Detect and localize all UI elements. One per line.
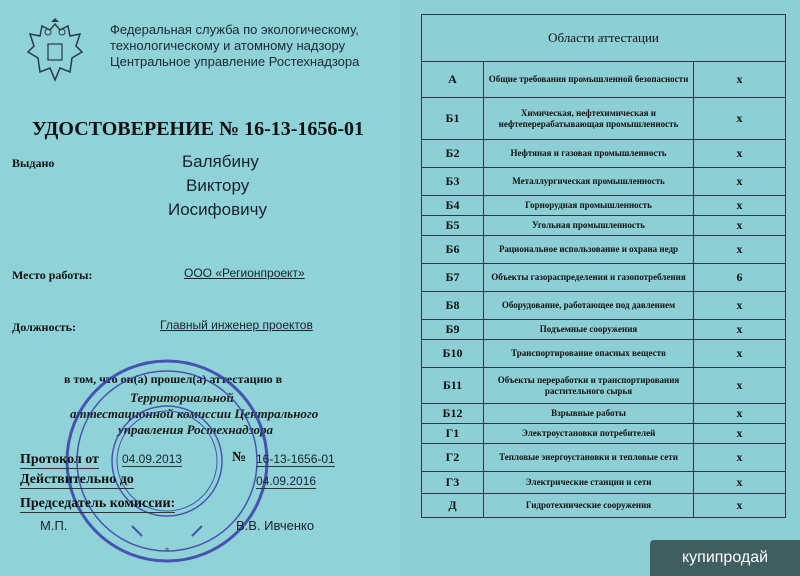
area-mark: 6 xyxy=(694,264,786,292)
attestation-line: в том, что он(а) прошел(а) аттестацию в xyxy=(64,372,283,386)
issued-label: Выдано xyxy=(12,156,55,170)
area-code: Б7 xyxy=(422,264,484,292)
area-name: Взрывные работы xyxy=(484,404,694,424)
area-mark: x xyxy=(694,404,786,424)
area-name: Транспортирование опасных веществ xyxy=(484,340,694,368)
area-name: Химическая, нефтехимическая и нефтеперерабатывающая промышленность xyxy=(484,98,694,140)
area-name: Гидротехнические сооружения xyxy=(484,494,694,518)
workplace-value: ООО «Регионпроект» xyxy=(184,266,305,280)
commission-line-1: Территориальной xyxy=(130,390,234,405)
area-mark: x xyxy=(694,368,786,404)
watermark: купипродай xyxy=(650,540,800,576)
area-name: Металлургическая промышленность xyxy=(484,168,694,196)
table-row xyxy=(422,216,786,236)
table-row xyxy=(422,340,786,368)
area-mark: x xyxy=(694,472,786,494)
area-code: Б3 xyxy=(422,168,484,196)
area-code: Б11 xyxy=(422,368,484,404)
area-mark: x xyxy=(694,196,786,216)
area-code: Б5 xyxy=(422,216,484,236)
table-header: Области аттестации xyxy=(422,15,786,62)
holder-surname: Балябину xyxy=(182,152,259,171)
area-name: Подъемные сооружения xyxy=(484,320,694,340)
seal-place-label: М.П. xyxy=(40,518,68,533)
area-code: Б2 xyxy=(422,140,484,168)
area-name: Электроустановки потребителей xyxy=(484,424,694,444)
area-name: Объекты газораспределения и газопотребления xyxy=(484,264,694,292)
protocol-label: Протокол от xyxy=(20,452,99,467)
chairman-label: Председатель комиссии: xyxy=(20,496,176,511)
area-code: Б1 xyxy=(422,98,484,140)
area-mark: x xyxy=(694,494,786,518)
agency-line-3: Центральное управление Ростехнадзора xyxy=(110,54,360,69)
area-mark: x xyxy=(694,236,786,264)
workplace-label: Место работы: xyxy=(12,268,93,282)
commission-line-3: управления Ростехнадзора xyxy=(118,422,273,437)
table-row xyxy=(422,472,786,494)
area-code: Г3 xyxy=(422,472,484,494)
area-mark: x xyxy=(694,216,786,236)
table-row xyxy=(422,444,786,472)
commission-line-2: аттестационной комиссии Центрального xyxy=(70,406,319,421)
area-name: Угольная промышленность xyxy=(484,216,694,236)
area-mark: x xyxy=(694,340,786,368)
table-row xyxy=(422,168,786,196)
table-row xyxy=(422,98,786,140)
agency-name xyxy=(110,22,380,70)
area-code: Г2 xyxy=(422,444,484,472)
area-mark: x xyxy=(694,444,786,472)
area-code: Б8 xyxy=(422,292,484,320)
area-code: Б12 xyxy=(422,404,484,424)
area-mark: x xyxy=(694,320,786,340)
area-mark: x xyxy=(694,140,786,168)
table-row xyxy=(422,292,786,320)
area-code: Б10 xyxy=(422,340,484,368)
area-name: Горнорудная промышленность xyxy=(484,196,694,216)
table-row xyxy=(422,424,786,444)
certificate-right-page xyxy=(400,0,800,576)
protocol-number-label: № xyxy=(232,450,247,465)
table-body xyxy=(422,62,786,518)
area-name: Электрические станции и сети xyxy=(484,472,694,494)
position-label: Должность: xyxy=(12,320,77,334)
table-row xyxy=(422,320,786,340)
area-mark: x xyxy=(694,168,786,196)
certificate-title: УДОСТОВЕРЕНИЕ № 16-13-1656-01 xyxy=(32,118,365,140)
holder-name: Виктору xyxy=(186,176,250,195)
attestation-areas-table xyxy=(421,14,786,518)
holder-patronymic: Иосифовичу xyxy=(168,200,267,219)
svg-text:*: * xyxy=(164,546,170,557)
area-code: А xyxy=(422,62,484,98)
table-row xyxy=(422,236,786,264)
position-value: Главный инженер проектов xyxy=(160,318,313,332)
area-name: Оборудование, работающее под давлением xyxy=(484,292,694,320)
agency-line-1: Федеральная служба по экологическому, xyxy=(110,22,359,37)
table-row xyxy=(422,368,786,404)
area-code: Б4 xyxy=(422,196,484,216)
table-row xyxy=(422,196,786,216)
area-code: Б6 xyxy=(422,236,484,264)
area-code: Г1 xyxy=(422,424,484,444)
area-mark: x xyxy=(694,292,786,320)
area-mark: x xyxy=(694,98,786,140)
area-name: Рациональное использование и охрана недр xyxy=(484,236,694,264)
area-code: Б9 xyxy=(422,320,484,340)
area-code: Д xyxy=(422,494,484,518)
table-row xyxy=(422,140,786,168)
area-name: Нефтяная и газовая промышленность xyxy=(484,140,694,168)
area-name: Общие требования промышленной безопасности xyxy=(484,62,694,98)
table-row xyxy=(422,404,786,424)
valid-until: 04.09.2016 xyxy=(256,474,317,488)
protocol-number: 16-13-1656-01 xyxy=(256,452,335,466)
table-row xyxy=(422,62,786,98)
table-row xyxy=(422,264,786,292)
protocol-date: 04.09.2013 xyxy=(122,452,183,466)
area-name: Тепловые энергоустановки и тепловые сети xyxy=(484,444,694,472)
chairman-name: В.В. Ивченко xyxy=(236,518,315,533)
valid-label: Действительно до xyxy=(20,472,134,487)
table-header-row xyxy=(422,15,786,62)
area-name: Объекты переработки и транспортирования растительного сырья xyxy=(484,368,694,404)
table-row xyxy=(422,494,786,518)
area-mark: x xyxy=(694,62,786,98)
area-mark: x xyxy=(694,424,786,444)
coat-of-arms-icon xyxy=(24,18,86,86)
agency-line-2: технологическому и атомному надзору xyxy=(110,38,346,53)
